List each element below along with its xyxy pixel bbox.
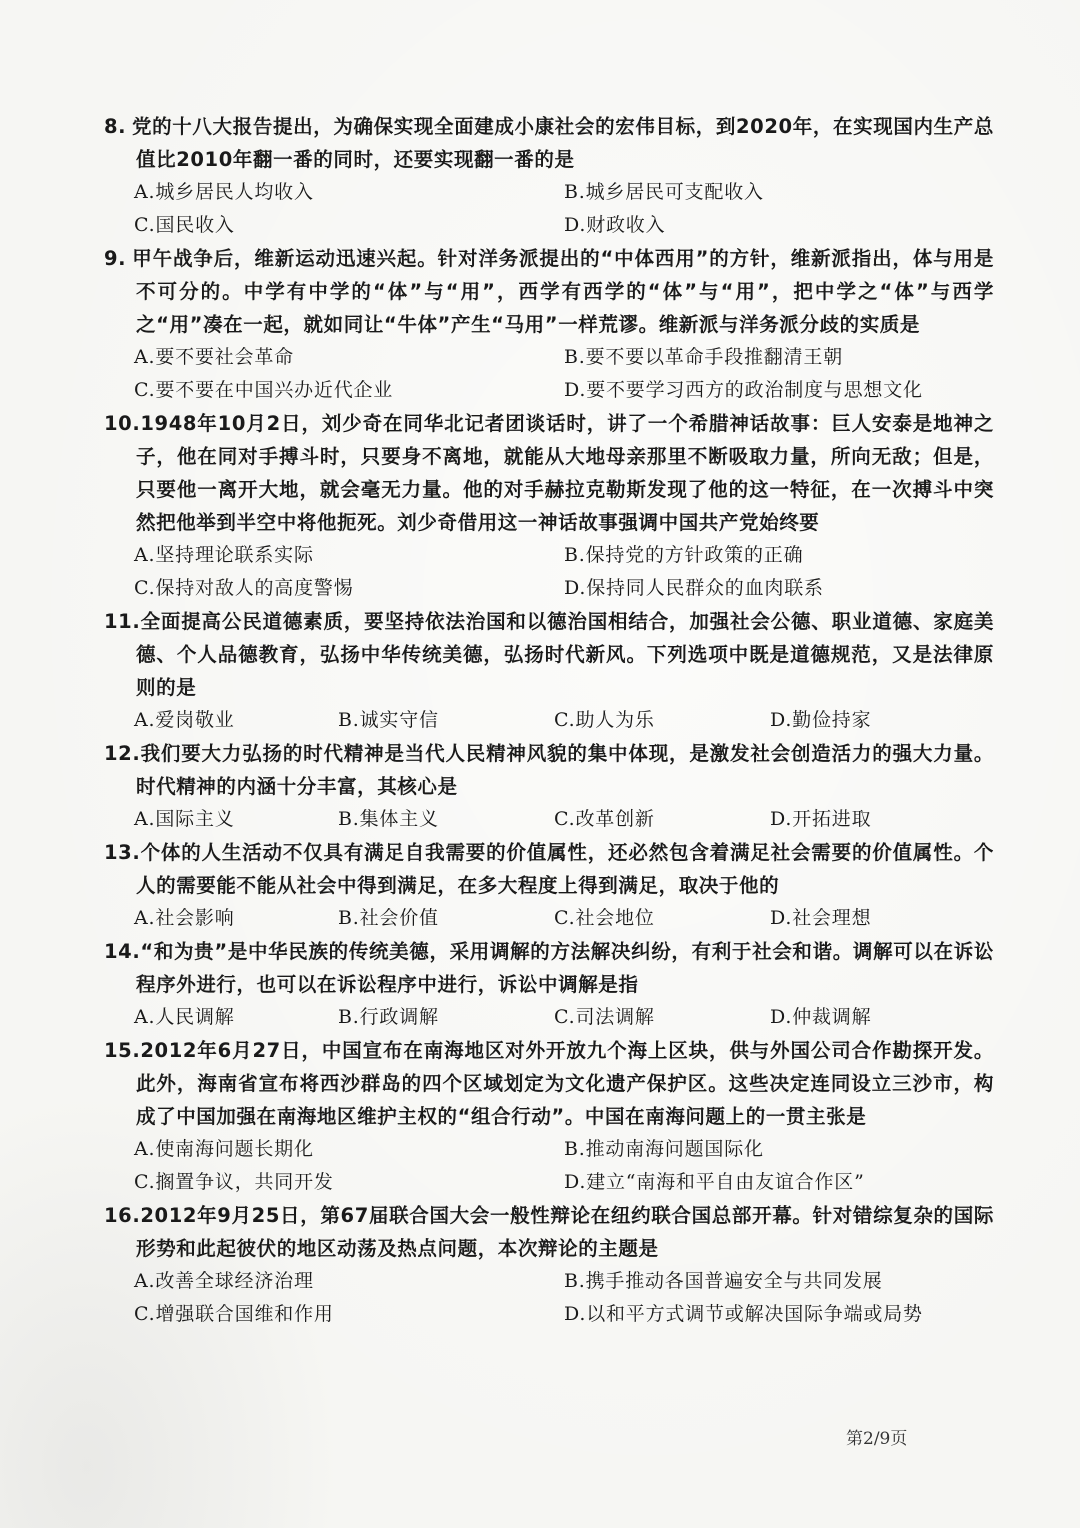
option-c: C.国民收入 bbox=[134, 214, 235, 236]
option-d: D.保持同人民群众的血肉联系 bbox=[564, 577, 824, 599]
question-number: 9. bbox=[104, 247, 127, 270]
question-13 bbox=[104, 836, 994, 935]
question-text: 我们要大力弘扬的时代精神是当代人民精神风貌的集中体现，是激发社会创造活力的强大力量。时代精神的内涵十分丰富，其核心是 bbox=[136, 742, 994, 798]
options bbox=[104, 1001, 994, 1034]
question-text: “和为贵”是中华民族的传统美德，采用调解的方法解决纠纷，有利于社会和谐。调解可以在诉讼程序外进行，也可以在诉讼程序中进行，诉讼中调解是指 bbox=[136, 940, 994, 996]
option-a: A.社会影响 bbox=[134, 907, 235, 929]
question-10 bbox=[104, 407, 994, 605]
option-b: B.保持党的方针政策的正确 bbox=[564, 544, 804, 566]
option-b: B.社会价值 bbox=[338, 907, 439, 929]
question-stem bbox=[104, 605, 994, 704]
question-stem bbox=[104, 1034, 994, 1133]
question-number: 14. bbox=[104, 940, 141, 963]
option-c: C.保持对敌人的高度警惕 bbox=[134, 577, 354, 599]
question-16 bbox=[104, 1199, 994, 1331]
option-b: B.行政调解 bbox=[338, 1006, 439, 1028]
option-c: C.助人为乐 bbox=[554, 709, 655, 731]
option-d: D.勤俭持家 bbox=[770, 709, 872, 731]
option-c: C.司法调解 bbox=[554, 1006, 655, 1028]
option-b: B.诚实守信 bbox=[338, 709, 439, 731]
options bbox=[104, 1265, 994, 1331]
option-a: A.坚持理论联系实际 bbox=[134, 544, 314, 566]
option-a: A.要不要社会革命 bbox=[134, 346, 294, 368]
question-11 bbox=[104, 605, 994, 737]
option-b: B.城乡居民可支配收入 bbox=[564, 181, 764, 203]
option-a: A.改善全球经济治理 bbox=[134, 1270, 314, 1292]
question-stem bbox=[104, 935, 994, 1001]
option-d: D.建立“南海和平自由友谊合作区” bbox=[564, 1171, 865, 1193]
option-d: D.以和平方式调节或解决国际争端或局势 bbox=[564, 1303, 923, 1325]
options bbox=[104, 902, 994, 935]
question-stem bbox=[104, 737, 994, 803]
question-text: 2012年9月25日，第67届联合国大会一般性辩论在纽约联合国总部开幕。针对错综复杂的国际形势和此起彼伏的地区动荡及热点问题，本次辩论的主题是 bbox=[136, 1204, 994, 1260]
option-d: D.仲裁调解 bbox=[770, 1006, 872, 1028]
question-list bbox=[104, 110, 994, 1331]
option-c: C.增强联合国维和作用 bbox=[134, 1303, 334, 1325]
option-a: A.爱岗敬业 bbox=[134, 709, 235, 731]
question-14 bbox=[104, 935, 994, 1034]
option-d: D.社会理想 bbox=[770, 907, 872, 929]
question-number: 8. bbox=[104, 115, 127, 138]
option-a: A.使南海问题长期化 bbox=[134, 1138, 314, 1160]
option-c: C.搁置争议，共同开发 bbox=[134, 1171, 334, 1193]
question-stem bbox=[104, 110, 994, 176]
option-b: B.集体主义 bbox=[338, 808, 439, 830]
page-number: 第2/9页 bbox=[846, 1429, 908, 1449]
question-stem bbox=[104, 836, 994, 902]
options bbox=[104, 803, 994, 836]
question-stem bbox=[104, 242, 994, 341]
question-text: 2012年6月27日，中国宣布在南海地区对外开放九个海上区块，供与外国公司合作勘探开发。此外，海南省宣布将西沙群岛的四个区域划定为文化遗产保护区。这些决定连同设立三沙市，构成了中国加强在南海地区维护主权的“组合行动”。中国在南海问题上的一贯主张是 bbox=[136, 1039, 994, 1128]
options bbox=[104, 341, 994, 407]
question-text: 全面提高公民道德素质，要坚持依法治国和以德治国相结合，加强社会公德、职业道德、家庭美德、个人品德教育，弘扬中华传统美德，弘扬时代新风。下列选项中既是道德规范，又是法律原则的是 bbox=[136, 610, 994, 699]
option-d: D.财政收入 bbox=[564, 214, 666, 236]
option-c: C.要不要在中国兴办近代企业 bbox=[134, 379, 394, 401]
question-8 bbox=[104, 110, 994, 242]
option-b: B.携手推动各国普遍安全与共同发展 bbox=[564, 1270, 883, 1292]
options bbox=[104, 539, 994, 605]
option-a: A.国际主义 bbox=[134, 808, 235, 830]
question-text: 1948年10月2日，刘少奇在同华北记者团谈话时，讲了一个希腊神话故事：巨人安泰是地神之子，他在同对手搏斗时，只要身不离地，就能从大地母亲那里不断吸取力量，所向无敌；但是，只要他一离开大地，就会毫无力量。他的对手赫拉克勒斯发现了他的这一特征，在一次搏斗中突然把他举到半空中将他扼死。刘少奇借用这一神话故事强调中国共产党始终要 bbox=[136, 412, 994, 534]
question-number: 16. bbox=[104, 1204, 141, 1227]
options bbox=[104, 176, 994, 242]
option-a: A.城乡居民人均收入 bbox=[134, 181, 314, 203]
options bbox=[104, 704, 994, 737]
question-stem bbox=[104, 1199, 994, 1265]
question-12 bbox=[104, 737, 994, 836]
option-b: B.推动南海问题国际化 bbox=[564, 1138, 764, 1160]
option-a: A.人民调解 bbox=[134, 1006, 235, 1028]
question-number: 13. bbox=[104, 841, 141, 864]
options bbox=[104, 1133, 994, 1199]
question-number: 12. bbox=[104, 742, 141, 765]
option-d: D.要不要学习西方的政治制度与思想文化 bbox=[564, 379, 923, 401]
question-number: 10. bbox=[104, 412, 141, 435]
question-text: 党的十八大报告提出，为确保实现全面建成小康社会的宏伟目标，到2020年，在实现国内生产总值比2010年翻一番的同时，还要实现翻一番的是 bbox=[132, 115, 994, 171]
question-9 bbox=[104, 242, 994, 407]
question-stem bbox=[104, 407, 994, 539]
question-text: 个体的人生活动不仅具有满足自我需要的价值属性，还必然包含着满足社会需要的价值属性。个人的需要能不能从社会中得到满足，在多大程度上得到满足，取决于他的 bbox=[136, 841, 994, 897]
question-15 bbox=[104, 1034, 994, 1199]
question-text: 甲午战争后，维新运动迅速兴起。针对洋务派提出的“中体西用”的方针，维新派指出，体与用是不可分的。中学有中学的“体”与“用”，西学有西学的“体”与“用”，把中学之“体”与西学之“用”凑在一起，就如同让“牛体”产生“马用”一样荒谬。维新派与洋务派分歧的实质是 bbox=[132, 247, 994, 336]
question-number: 15. bbox=[104, 1039, 141, 1062]
option-c: C.社会地位 bbox=[554, 907, 655, 929]
option-c: C.改革创新 bbox=[554, 808, 655, 830]
option-b: B.要不要以革命手段推翻清王朝 bbox=[564, 346, 844, 368]
question-number: 11. bbox=[104, 610, 141, 633]
option-d: D.开拓进取 bbox=[770, 808, 872, 830]
